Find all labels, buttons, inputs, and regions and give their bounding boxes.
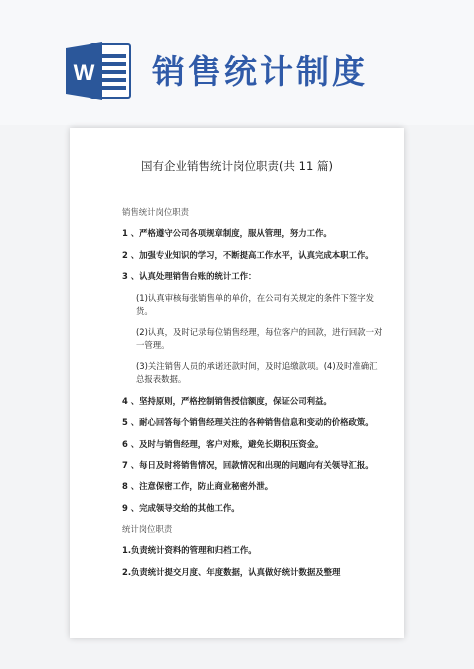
document-paragraph: 8 、注意保密工作，防止商业秘密外泄。 — [122, 481, 274, 492]
document-paragraph: (2)认真，及时记录每位销售经理，每位客户的回款，进行回款一对一管理。 — [136, 326, 383, 350]
document-paragraph: 3 、认真处理销售台账的统计工作： — [122, 271, 257, 282]
word-logo-letter: W — [73, 60, 95, 85]
document-paragraph: 5 、耐心回答每个销售经理关注的各种销售信息和变动的价格政策。 — [122, 417, 374, 428]
document-paragraph: 4 、坚持原则，严格控制销售授信额度，保证公司利益。 — [122, 395, 332, 406]
document-paragraph: (3)关注销售人员的承诺还款时间，及时追缴款项。(4)及时准确汇总报表数据。 — [136, 361, 378, 385]
document-body — [122, 206, 384, 587]
document-paragraph: (1)认真审核每张销售单的单价，在公司有关规定的条件下签字发货。 — [136, 292, 374, 316]
document-paragraph: 1 、严格遵守公司各项规章制度，服从管理，努力工作。 — [122, 228, 332, 239]
document-paragraph: 1.负责统计资料的管理和归档工作。 — [122, 545, 257, 556]
document-paragraph: 6 、及时与销售经理，客户对账，避免长期积压资金。 — [122, 438, 324, 449]
document-paragraph: 7 、每日及时将销售情况，回款情况和出现的问题向有关领导汇报。 — [122, 459, 374, 470]
document-paragraph: 9 、完成领导交给的其他工作。 — [122, 502, 240, 513]
document-paragraph: 销售统计岗位职责 — [122, 207, 189, 217]
document-paragraph: 2.负责统计提交月度、年度数据，认真做好统计数据及整理 — [122, 566, 341, 577]
banner-title: 销售统计制度 — [152, 52, 368, 91]
document-page — [70, 128, 404, 638]
word-logo-icon — [66, 40, 132, 102]
document-paragraph: 统计岗位职责 — [122, 524, 173, 535]
banner — [0, 0, 474, 125]
document-title: 国有企业销售统计岗位职责(共 11 篇) — [141, 159, 333, 173]
document-paragraph: 2 、加强专业知识的学习，不断提高工作水平，认真完成本职工作。 — [122, 249, 374, 260]
